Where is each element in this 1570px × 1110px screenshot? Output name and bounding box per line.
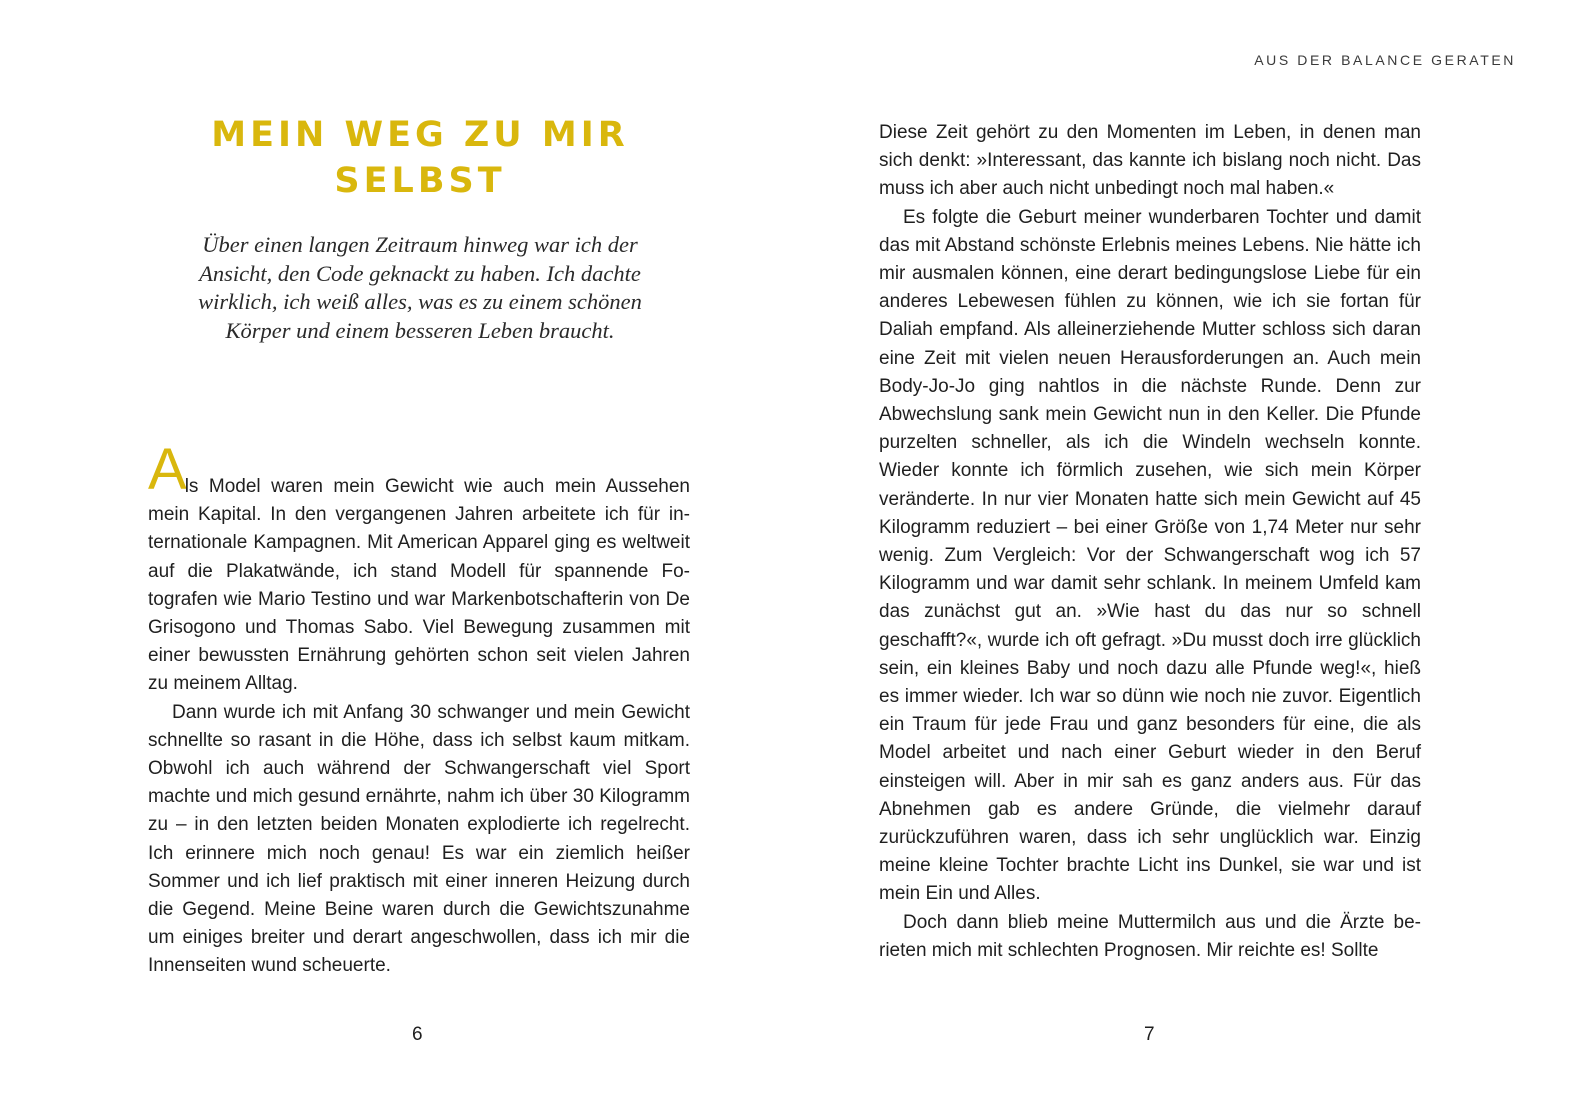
left-body-text <box>148 437 690 981</box>
paragraph: Dann wurde ich mit Anfang 30 schwanger und mein Gewicht schnellte so rasant in die Höhe, dass ich selbst kaum mitkam. Obwohl ich auch während der Schwangerschaft viel Sport machte und mich gesund ernährte, nahm ich über 30 Kilogramm zu – in den letzten beiden Monaten explodierte ich regelrecht. Ich erinnere mich noch genau! Es war ein ziemlich heißer Sommer und ich lief praktisch mit einer inneren Heizung durch die Gegend. Meine Beine waren durch die Gewichtszunahme um einiges breiter und derart angeschwollen, dass ich mir die Innenseiten wund scheuerte. <box>148 701 690 977</box>
paragraph: Es folgte die Geburt meiner wunderbaren Tochter und damit das mit Abstand schönste Erlebnis meines Lebens. Nie hätte ich mir ausmalen können, eine derart bedingungslose Liebe für ein anderes Lebewesen fühlen zu können, wie ich sie fortan für Daliah empfand. Als alleinerziehende Mutter schloss sich daran eine Zeit mit vielen neuen Herausforderungen an. Auch mein Body-Jo-Jo ging nahtlos in die nächste Runde. Denn zur Abwechslung sank mein Gewicht nun in den Keller. Die Pfunde purzelten schneller, als ich die Windeln wechseln konnte. Wieder konnte ich förmlich zusehen, wie sich mein Körper veränderte. In nur vier Monaten hatte sich mein Gewicht auf 45 Kilogramm reduziert – bei einer Größe von 1,74 Meter nur sehr wenig. Zum Vergleich: Vor der Schwangerschaft wog ich 57 Kilogramm und war damit sehr schlank. In meinem Umfeld kam das zunächst gut an. »Wie hast du das nur so schnell geschafft?«, wurde ich oft gefragt. »Du musst doch irre glücklich sein, ein kleines Baby und noch dazu alle Pfunde weg!«, hieß es immer wieder. Ich war so dünn wie noch nie zuvor. Eigentlich ein Traum für jede Frau und ganz besonders für eine, die als Model arbeitet und nach einer Geburt wieder in den Beruf einsteigen will. Aber in mir sah es ganz anders aus. Für das Abnehmen gab es andere Gründe, die vielmehr darauf zurückzuführen waren, dass ich sehr unglücklich war. Einzig meine kleine Tochter brachte Licht ins Dunkel, sie war und ist mein Ein und Alles. <box>879 206 1421 905</box>
paragraph: Diese Zeit gehört zu den Momenten im Leben, in denen man sich denkt: »Interessant, das kannte ich bislang noch nicht. Das muss ich aber auch nicht unbedingt noch mal haben.« <box>879 122 1421 200</box>
chapter-title <box>160 112 680 204</box>
page-number: 6 <box>412 1024 423 1045</box>
paragraph <box>148 437 690 699</box>
chapter-title-line-2: SELBST <box>334 161 506 201</box>
right-body-text <box>879 119 1421 965</box>
drop-cap: A <box>148 437 187 502</box>
chapter-title-line-1: MEIN WEG ZU MIR <box>211 115 629 155</box>
paragraph-text: ls Model waren mein Gewicht wie auch mein Aussehen mein Kapital. In den vergangenen Jahren arbeitete ich für internationale Kampagnen. Mit American Apparel ging es weltweit auf die Plakatwände, ich stand Modell für spannende Fotografen wie Mario Testino und war Markenbotschafterin von De Grisogono und Thomas Sabo. Viel Bewegung zusammen mit einer bewussten Ernährung gehörten schon seit vielen Jahren zu meinem Alltag. <box>148 476 690 695</box>
running-head: AUS DER BALANCE GERATEN <box>1254 52 1516 68</box>
chapter-intro: Über einen langen Zeitraum hinweg war ich der Ansicht, den Code geknackt zu haben. Ich dachte wirklich, ich weiß alles, was es zu einem schönen Körper und einem besseren Leben braucht. <box>198 232 642 343</box>
paragraph: Doch dann blieb meine Muttermilch aus und die Ärzte berieten mich mit schlechten Prognosen. Mir reichte es! Sollte <box>879 911 1421 961</box>
right-page <box>785 0 1570 1110</box>
page-number: 7 <box>1144 1024 1155 1045</box>
